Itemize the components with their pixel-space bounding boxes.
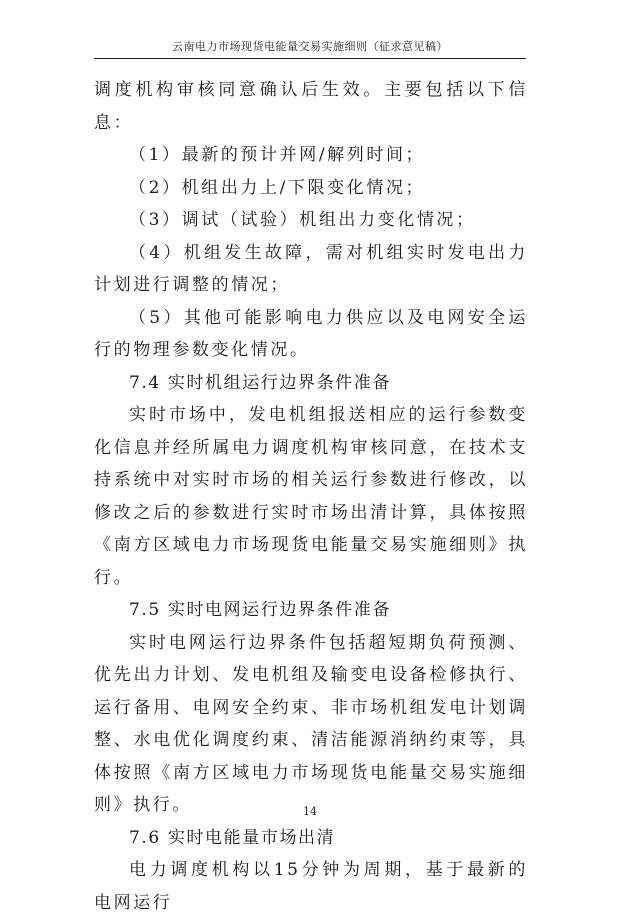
list-item-3: （3）调试（试验）机组出力变化情况； — [129, 210, 476, 230]
section-heading-7-4: 7.4 实时机组运行边界条件准备 — [129, 372, 392, 393]
page-number: 14 — [303, 805, 317, 818]
section-heading-7-6: 7.6 实时电能量市场出清 — [129, 827, 336, 848]
list-item-2: （2）机组出力上/下限变化情况； — [129, 177, 426, 198]
section-heading-7-5: 7.5 实时电网运行边界条件准备 — [129, 600, 392, 620]
list-item-1: （1）最新的预计并网/解列时间； — [129, 145, 426, 165]
paragraph-continuation: 调度机构审核同意确认后生效。主要包括以下信息： — [94, 80, 528, 133]
section-7-4-paragraph: 实时市场中，发电机组报送相应的运行参数变化信息并经所属电力调度机构审核同意，在技术支持系统中对实时市场的相关运行参数进行修改，以修改之后的参数进行实时市场出清计算，具体按照《南方区域电力市场现货电能量交易实施细则》执行。 — [94, 405, 528, 588]
list-item-5: （5）其他可能影响电力供应以及电网安全运行的物理参数变化情况。 — [94, 307, 528, 360]
section-7-6-paragraph: 电力调度机构以15分钟为周期，基于最新的电网运行 — [94, 860, 528, 913]
document-body — [94, 74, 528, 919]
header-divider — [94, 58, 526, 59]
list-item-4: （4）机组发生故障，需对机组实时发电出力计划进行调整的情况； — [94, 242, 528, 295]
running-header: 云南电力市场现货电能量交易实施细则（征求意见稿） — [172, 40, 448, 53]
section-7-5-paragraph: 实时电网运行边界条件包括超短期负荷预测、优先出力计划、发电机组及输变电设备检修执行、运行备用、电网安全约束、非市场机组发电计划调整、水电优化调度约束、清洁能源消纳约束等，具体按照《南方区域电力市场现货电能量交易实施细则》执行。 — [94, 632, 528, 815]
